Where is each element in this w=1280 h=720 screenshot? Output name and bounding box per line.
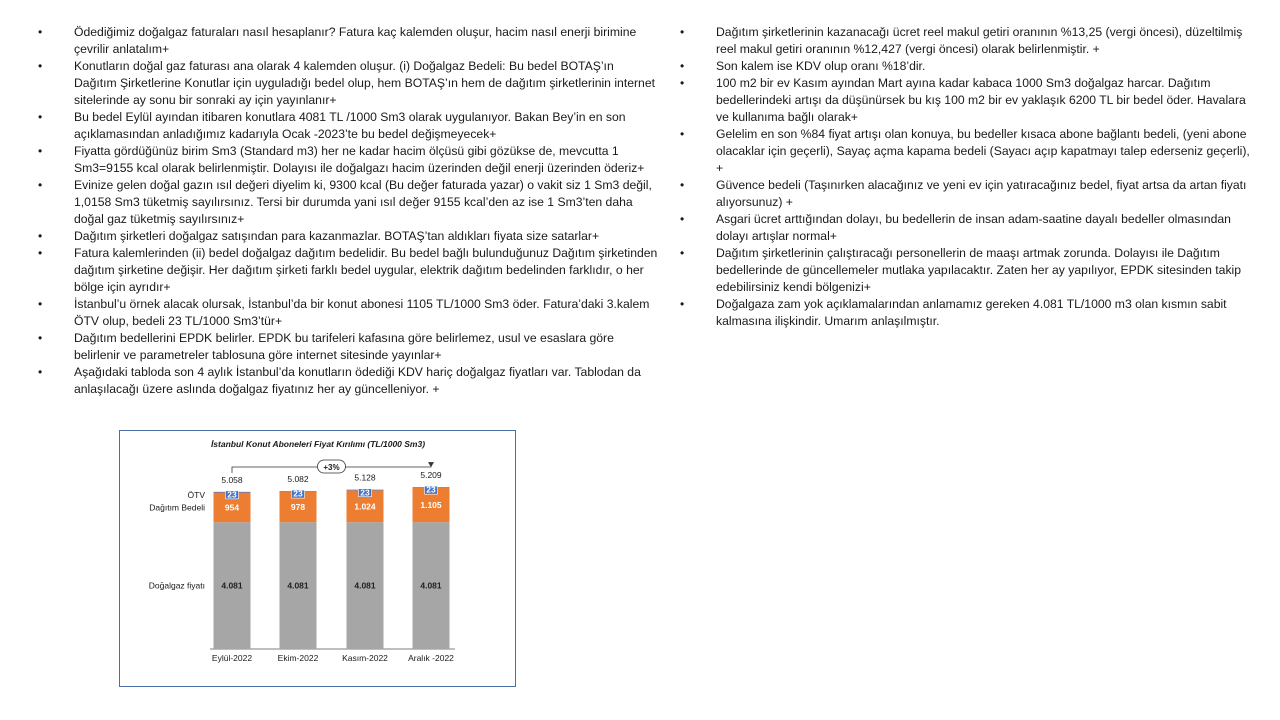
- right-bullet-item: • 100 m2 bir ev Kasım ayından Mart ayına kadar kabaca 1000 Sm3 doğalgaz harcar. Dağıtım bedellerindeki artışı da düşünürsek bu kış 100 m2 bir ev yaklaşık 6200 TL bir bedel öder. Havalara ve kullanıma bağlı olarak+: [680, 75, 1260, 126]
- otv-label: 23: [360, 487, 370, 498]
- series-label-otv: ÖTV: [187, 489, 205, 500]
- series-label-gas-price: Doğalgaz fiyatı: [148, 580, 205, 591]
- total-label: 5.209: [420, 470, 442, 481]
- right-bullet-item: • Asgari ücret arttığından dolayı, bu bedellerin de insan adam-saatine dayalı bedeller olmasından dolayı artışlar normal+: [680, 211, 1260, 245]
- distribution-fee-label: 978: [290, 502, 306, 513]
- left-bullet-item: • Bu bedel Eylül ayından itibaren konutlara 4081 TL /1000 Sm3 olarak uygulanıyor. Bakan Bey’in en son açıklamasından anladığımız kadarıyla Ocak -2023’te bu bedel değişmeyecek+: [38, 109, 658, 143]
- gas-price-label: 4.081: [221, 580, 243, 591]
- total-label: 5.058: [221, 474, 243, 485]
- distribution-fee-label: 1.105: [420, 500, 442, 511]
- category-label: Ekim-2022: [277, 653, 319, 663]
- left-bullet-item: • Evinize gelen doğal gazın ısıl değeri diyelim ki, 9300 kcal (Bu değer faturada yazar) o vakit siz 1 Sm3 değil, 1,0158 Sm3 tüketmiş sayılırsınız. Tersi bir durumda yani ısıl değer 9155 kcal’den az ise 1 Sm3’ten daha doğal gaz tüketmiş sayılırsınız+: [38, 177, 658, 228]
- otv-label: 23: [426, 484, 436, 495]
- distribution-fee-label: 1.024: [354, 501, 376, 512]
- price-breakdown-chart: [119, 430, 516, 687]
- left-column: [38, 24, 658, 398]
- total-label: 5.128: [354, 472, 376, 483]
- left-bullet-item: • Dağıtım şirketleri doğalgaz satışından para kazanmazlar. BOTAŞ’tan aldıkları fiyata size satarlar+: [38, 228, 658, 245]
- chart-title: İstanbul Konut Aboneleri Fiyat Kırılımı (TL/1000 Sm3): [210, 439, 426, 449]
- category-label: Kasım-2022: [342, 653, 388, 663]
- series-label-distribution-fee: Dağıtım Bedeli: [149, 502, 205, 513]
- right-column: [680, 24, 1260, 330]
- left-bullet-item: • Konutların doğal gaz faturası ana olarak 4 kalemden oluşur. (i) Doğalgaz Bedeli: Bu bedel BOTAŞ’ın Dağıtım Şirketlerine Konutlar için uyguladığı bedel olup, hem BOTAŞ’ın hem de dağıtım şirketlerinin internet sitelerinde ay sonu bir sonraki ay için yayınlanır+: [38, 58, 658, 109]
- chart-canvas: [120, 431, 517, 688]
- otv-label: 23: [293, 488, 303, 499]
- left-bullet-item: • İstanbul’u örnek alacak olursak, İstanbul’da bir konut abonesi 1105 TL/1000 Sm3 öder. Fatura’daki 3.kalem ÖTV olup, bedeli 23 TL/1000 Sm3’tür+: [38, 296, 658, 330]
- left-bullet-item: • Fatura kalemlerinden (ii) bedel doğalgaz dağıtım bedelidir. Bu bedel bağlı bulunduğunuz Dağıtım şirketinden dağıtım şirketine değişir. Her dağıtım şirketi farklı bedel uygular, elektrik dağıtım bedelinden farklıdır, o her bölge için ayrıdır+: [38, 245, 658, 296]
- left-bullet-item: • Fiyatta gördüğünüz birim Sm3 (Standard m3) her ne kadar hacim ölçüsü gibi gözükse de, mevcutta 1 Sm3=9155 kcal olarak belirlenmiştir. Dolayısı ile doğalgazı hacim üzerinden değil enerji üzerinden öderiz+: [38, 143, 658, 177]
- left-bullet-list: [38, 24, 658, 398]
- right-bullet-list: [680, 24, 1260, 330]
- category-label: Aralık -2022: [408, 653, 454, 663]
- total-label: 5.082: [287, 474, 309, 485]
- distribution-fee-label: 954: [224, 502, 240, 513]
- otv-label: 23: [227, 489, 237, 500]
- growth-arrow-head: [428, 462, 434, 467]
- left-bullet-item: • Ödediğimiz doğalgaz faturaları nasıl hesaplanır? Fatura kaç kalemden oluşur, hacim nasıl enerji birimine çevrilir anlatalım+: [38, 24, 658, 58]
- right-bullet-item: • Dağıtım şirketlerinin çalıştıracağı personellerin de maaşı artmak zorunda. Dolayısı ile Dağıtım bedellerinde de güncellemeler mutlaka yapılacaktır. Zaten her ay yapılıyor, EPDK sitesinden takip edebilirsiniz kendi bölgenizi+: [680, 245, 1260, 296]
- gas-price-label: 4.081: [287, 580, 309, 591]
- right-bullet-item: • Dağıtım şirketlerinin kazanacağı ücret reel makul getiri oranının %13,25 (vergi öncesi), düzeltilmiş reel makul getiri oranının %12,427 (vergi öncesi) olarak belirlenmiştir. +: [680, 24, 1260, 58]
- right-bullet-item: • Doğalgaza zam yok açıklamalarından anlamamız gereken 4.081 TL/1000 m3 olan kısmın sabit kalmasına ilişkindir. Umarım anlaşılmıştır.: [680, 296, 1260, 330]
- left-bullet-item: • Dağıtım bedellerini EPDK belirler. EPDK bu tarifeleri kafasına göre belirlemez, usul ve esaslara göre belirlenir ve parametreler tablosuna göre internet sitesinde yayınlar+: [38, 330, 658, 364]
- right-bullet-item: • Son kalem ise KDV olup oranı %18’dir.: [680, 58, 1260, 75]
- right-bullet-item: • Gelelim en son %84 fiyat artışı olan konuya, bu bedeller kısaca abone bağlantı bedeli, (yeni abone olacaklar için geçerli), Sayaç açma kapama bedeli (Sayacı açıp kapatmayı talep ederseniz geçerli), +: [680, 126, 1260, 177]
- category-label: Eylül-2022: [211, 653, 253, 663]
- growth-annotation: +3%: [323, 463, 340, 472]
- gas-price-label: 4.081: [354, 580, 376, 591]
- right-bullet-item: • Güvence bedeli (Taşınırken alacağınız ve yeni ev için yatıracağınız bedel, fiyat artsa da artan fiyatı alıyorsunuz) +: [680, 177, 1260, 211]
- left-bullet-item: • Aşağıdaki tabloda son 4 aylık İstanbul’da konutların ödediği KDV hariç doğalgaz fiyatları var. Tablodan da anlaşılacağı üzere aslında doğalgaz fiyatınız her ay güncelleniyor. +: [38, 364, 658, 398]
- gas-price-label: 4.081: [420, 580, 442, 591]
